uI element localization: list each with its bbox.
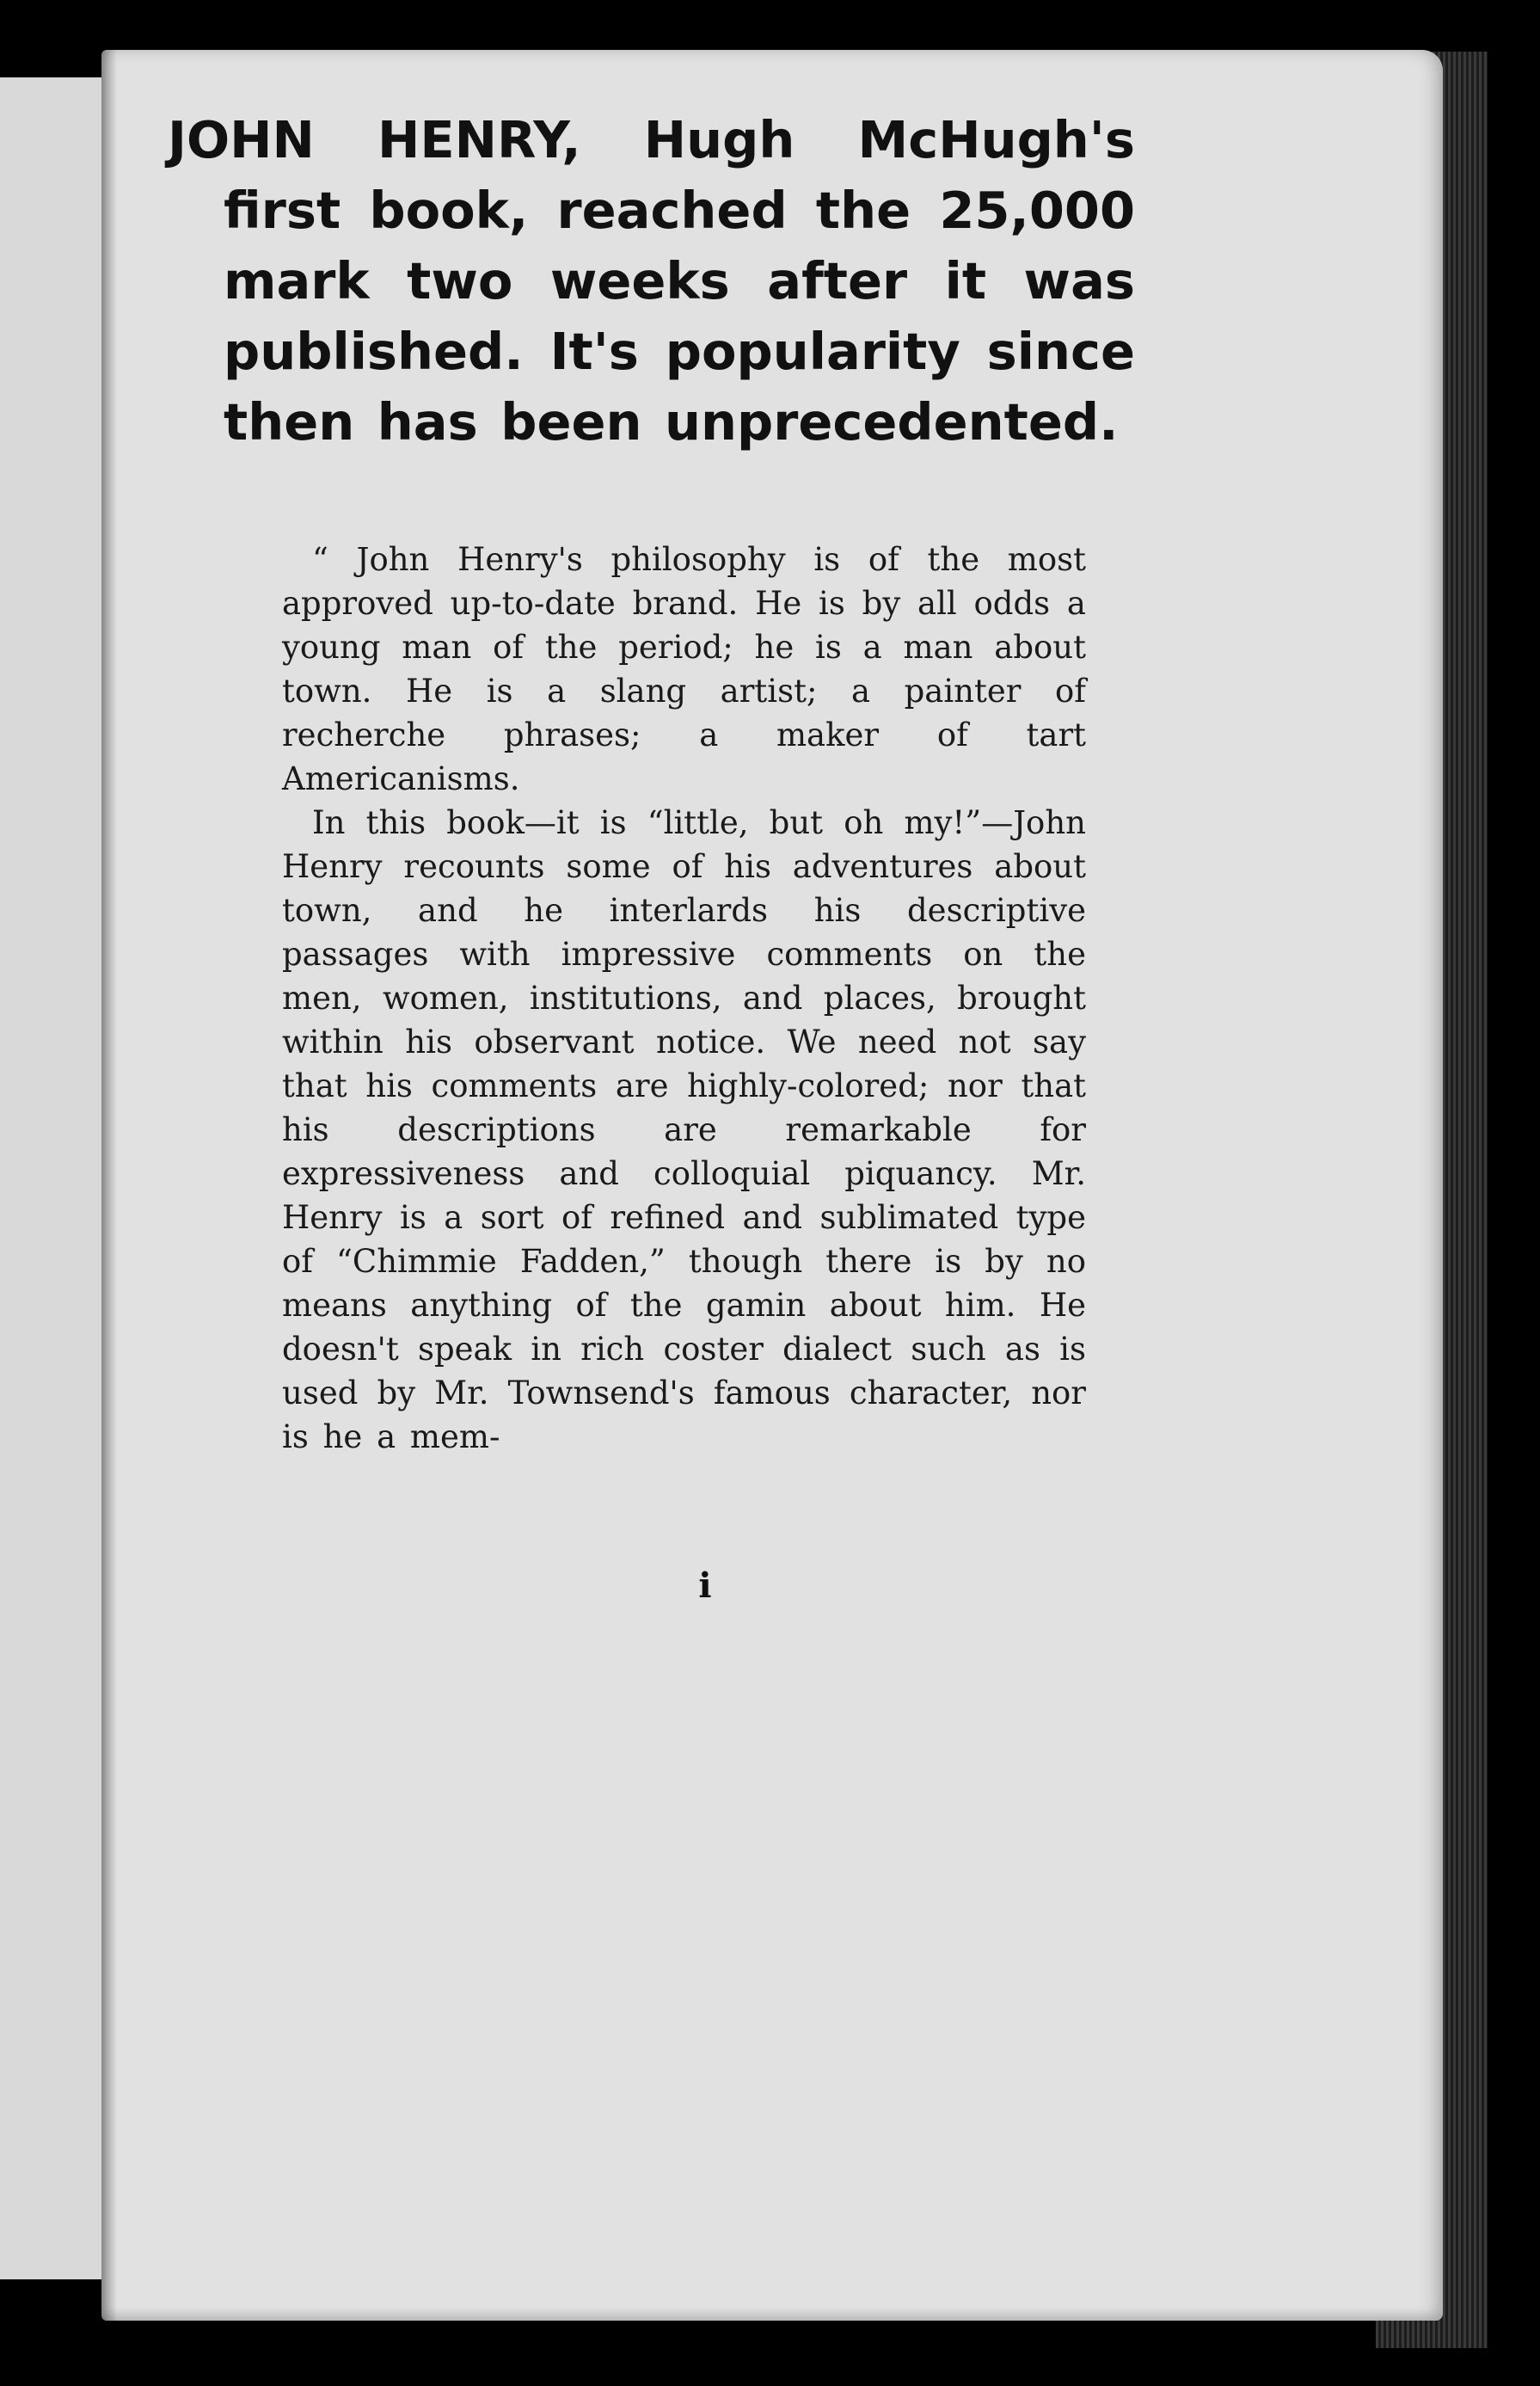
paragraph-2: In this book—it is “little, but oh my!”—John Henry recounts some of his adventures about town, and he interlards his descriptive passages with impressive comments on the men, women, institutions, and places, brought within his observant notice. We need not say that his comments are highly-colored; nor that his descriptions are remarkable for expressiveness and colloquial piquancy. Mr. Henry is a sort of refined and sublimated type of “Chimmie Fadden,” though there is by no means anything of the gamin about him. He doesn't speak in rich coster dialect such as is used by Mr. Townsend's famous character, nor is he a mem- bbox=[282, 804, 1086, 1455]
paragraph-1: “ John Henry's philosophy is of the most approved up-to-date brand. He is by all odds a young man of the period; he is a man about town. He is a slang artist; a painter of recherche phrases; a maker of tart Americanisms. bbox=[282, 541, 1086, 797]
page-number: i bbox=[698, 1565, 712, 1606]
body-text bbox=[282, 538, 1086, 1459]
page-gutter-shadow bbox=[101, 50, 117, 2321]
facing-page-edge bbox=[0, 77, 107, 2279]
headline: JOHN HENRY, Hugh McHugh's first book, reached the 25,000 mark two weeks after it was published. It's popularity since then has been unprecedented. bbox=[168, 110, 1135, 452]
